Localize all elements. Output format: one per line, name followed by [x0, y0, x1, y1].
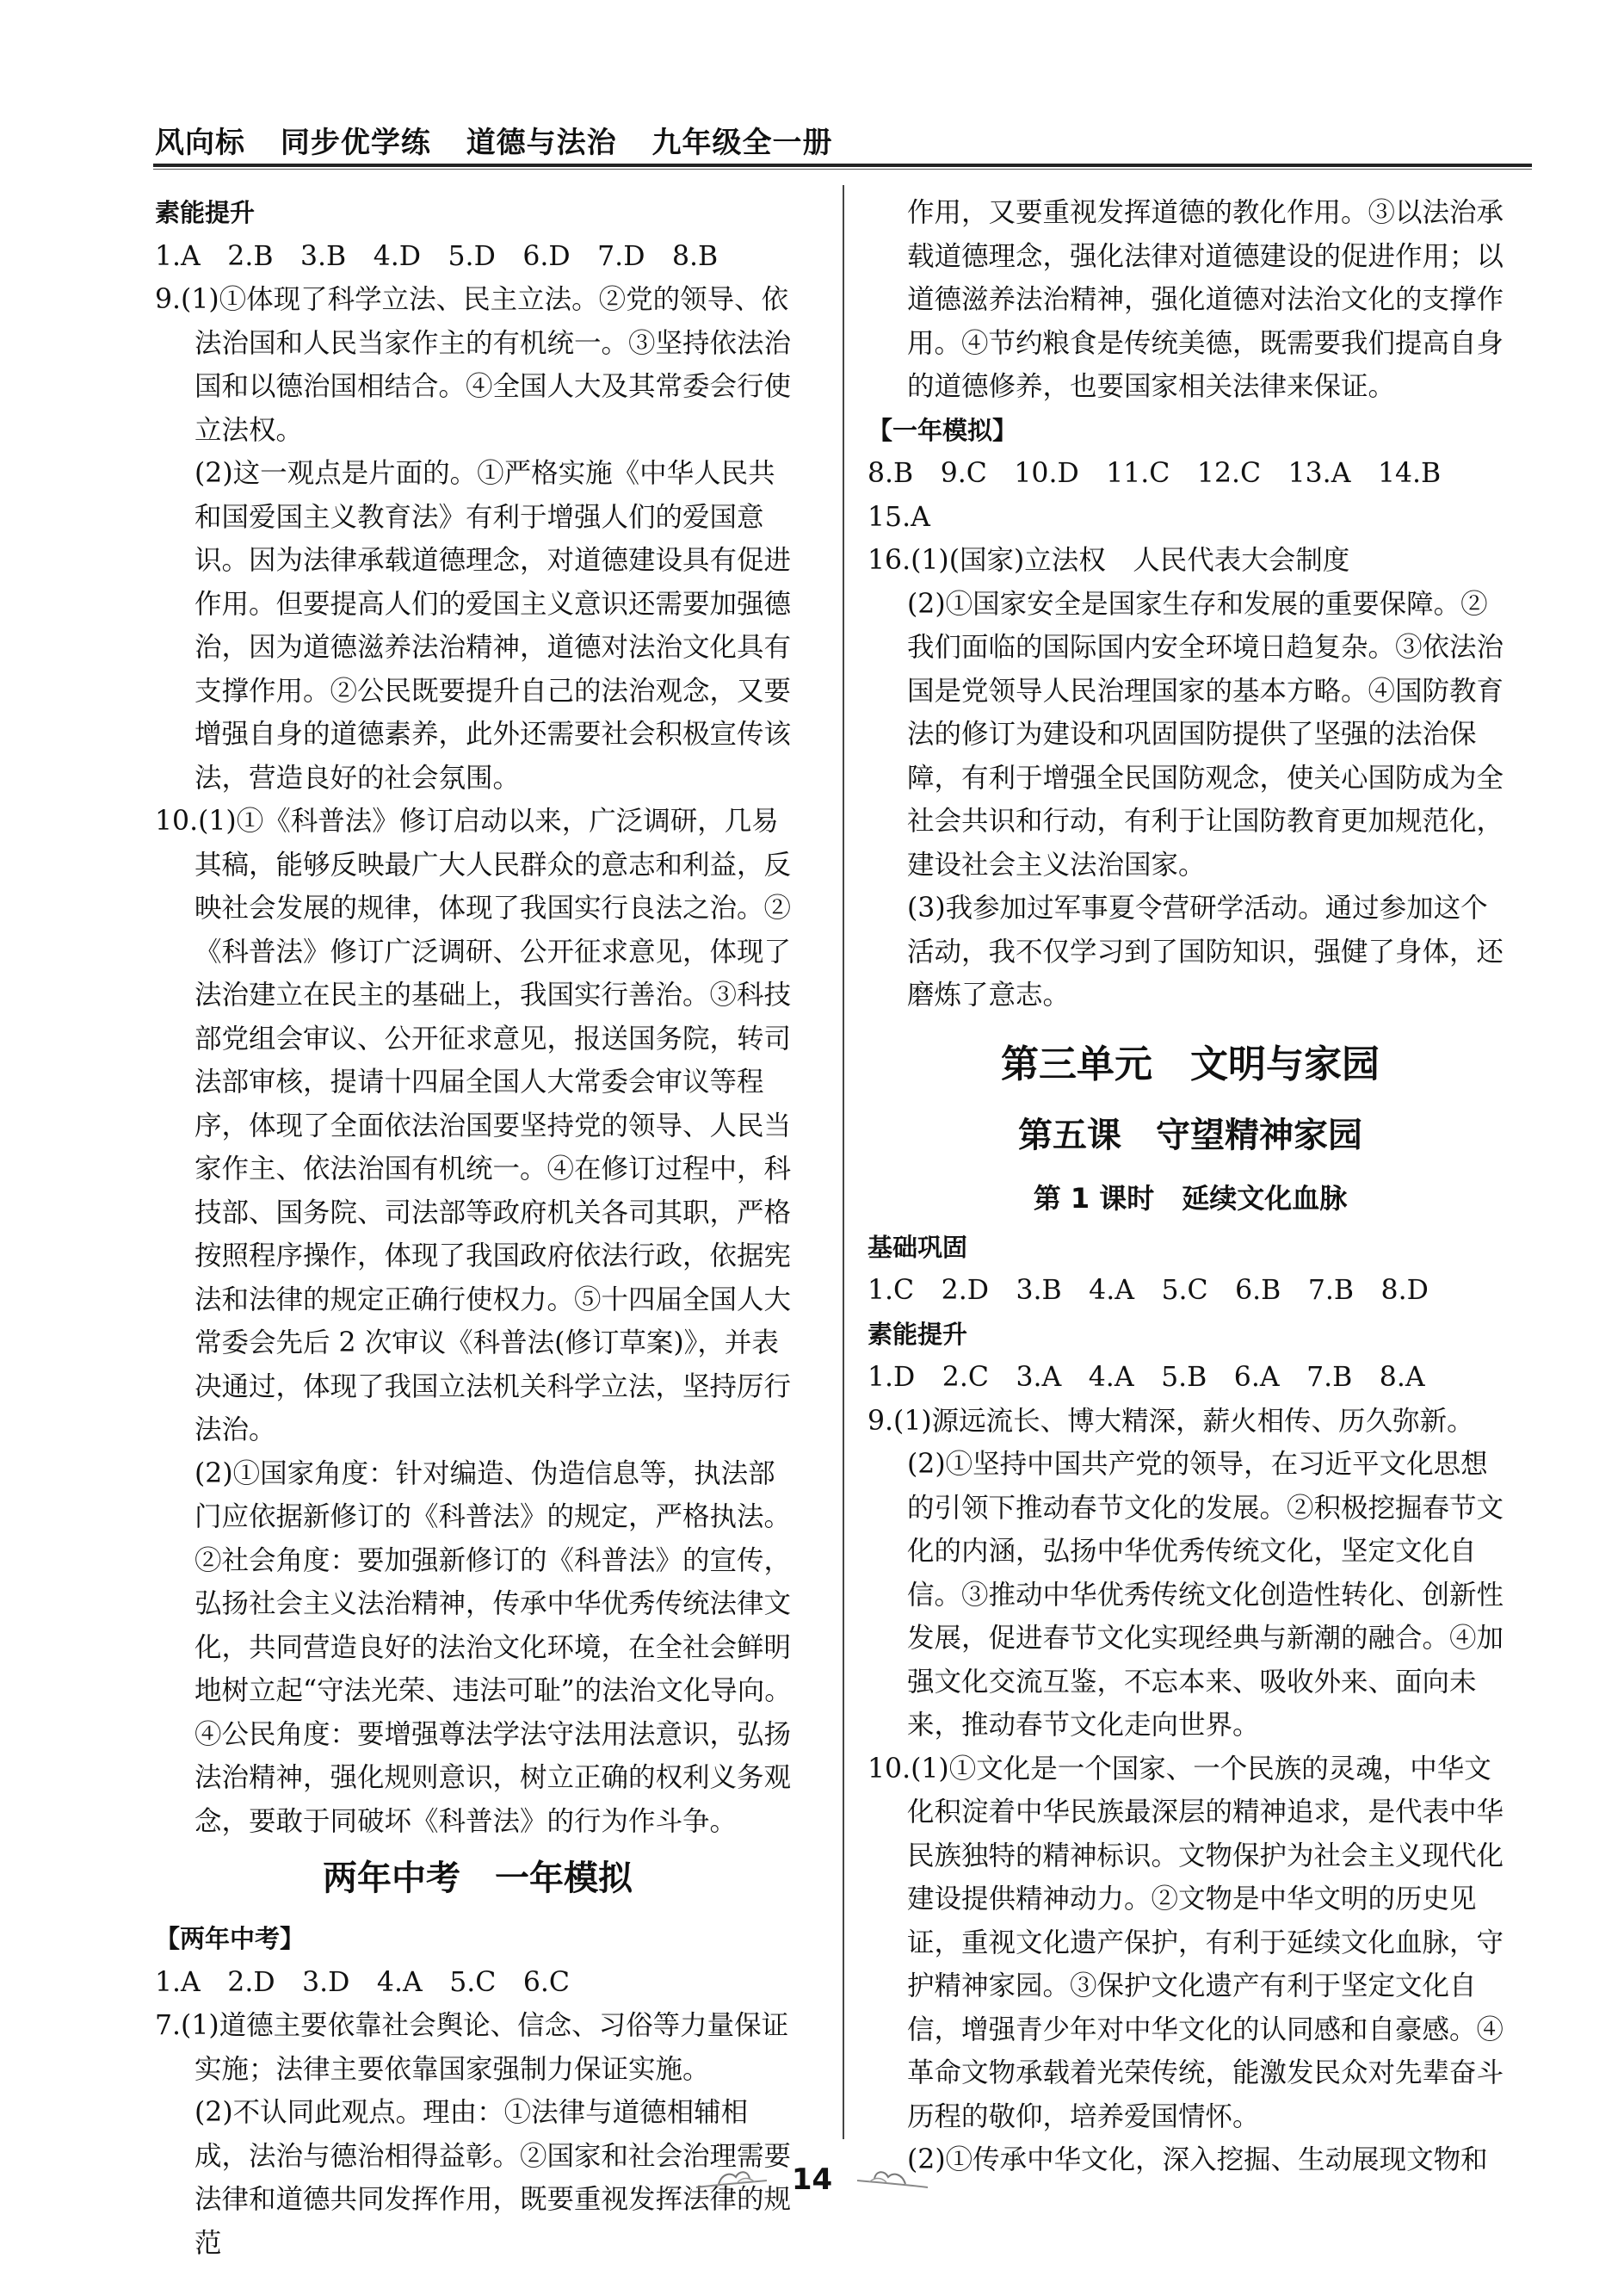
answer-line: 1.C 2.D 3.B 4.A 5.C 6.B 7.B 8.D	[868, 1275, 1429, 1306]
unit-title: 第三单元 文明与家园	[1001, 1042, 1380, 1086]
left-ornament-icon	[693, 2165, 770, 2194]
lesson-title: 第五课 守望精神家园	[1018, 1115, 1362, 1155]
answer-paragraph: 10.(1)①《科普法》修订启动以来，广泛调研，几易其稿，能够反映最广大人民群众的意志和利益，反映社会发展的规律，体现了我国实行良法之治。②《科普法》修订广泛调研、公开征求意见，体现了法治建立在民主的基础上，我国实行善治。③科技部党组会审议、公开征求意见，报送国务院，转司法部审核，提请十四届全国人大常委会审议等程序，体现了全面依法治国要坚持党的领导、人民当家作主、依法治国有机统一。④在修订过程中，科技部、国务院、司法部等政府机关各司其职，严格按照程序操作，体现了我国政府依法行政，依据宪法和法律的规定正确行使权力。⑤十四届全国人大常委会先后 2 次审议《科普法(修订草案)》，并表决通过，体现了我国立法机关科学立法，坚持厉行法治。	[155, 806, 792, 1445]
period-title: 第 1 课时 延续文化血脉	[1033, 1181, 1348, 1215]
section-heading: 基础巩固	[868, 1232, 968, 1262]
answer-paragraph: 7.(1)道德主要依靠社会舆论、信念、习俗等力量保证实施；法律主要依靠国家强制力保证实施。	[155, 2010, 789, 2085]
answer-paragraph: (2)①传承中华文化，深入挖掘、生动展现文物和	[907, 2144, 1488, 2175]
answer-paragraph: (2)①国家安全是国家生存和发展的重要保障。②我们面临的国际国内安全环境日趋复杂。③依法治国是党领导人民治理国家的基本方略。④国防教育法的修订为建设和巩固国防提供了坚强的法治保障，有利于增强全民国防观念，使关心国防成为全社会共识和行动，有利于让国防教育更加规范化，建设社会主义法治国家。	[907, 588, 1504, 881]
page-footer	[0, 2161, 1624, 2197]
section-heading: 素能提升	[155, 198, 256, 227]
answer-paragraph: (2)①国家角度：针对编造、伪造信息等，执法部门应依据新修订的《科普法》的规定，严格执法。②社会角度：要加强新修订的《科普法》的宣传，弘扬社会主义法治精神，传承中华优秀传统法律文化，共同营造良好的法治文化环境，在全社会鲜明地树立起“守法光荣、违法可耻”的法治文化导向。④公民角度：要增强尊法学法守法用法意识，弘扬法治精神，强化规则意识，树立正确的权利义务观念，要敢于同破坏《科普法》的行为作斗争。	[195, 1457, 792, 1837]
page-number: 14	[791, 2162, 833, 2197]
header-series: 同步优学练	[280, 126, 431, 160]
section-heading: 【两年中考】	[155, 1924, 306, 1953]
right-ornament-icon	[854, 2165, 931, 2194]
header-rule	[153, 164, 1532, 167]
header-subject: 道德与法治	[466, 126, 617, 160]
section-heading: 【一年模拟】	[868, 415, 1018, 445]
running-header	[155, 119, 1532, 161]
answer-line: 8.B 9.C 10.D 11.C 12.C 13.A 14.B	[868, 458, 1442, 489]
header-brand: 风向标	[155, 126, 245, 160]
answer-paragraph: 9.(1)①体现了科学立法、民主立法。②党的领导、依法治国和人民当家作主的有机统一。③坚持依法治国和以德治国相结合。④全国人大及其常委会行使立法权。	[155, 284, 792, 446]
header-grade: 九年级全一册	[651, 126, 833, 160]
section-heading: 素能提升	[868, 1319, 968, 1349]
header-rule-thin	[153, 169, 1532, 170]
left-column	[155, 191, 800, 2265]
answer-paragraph: 作用，又要重视发挥道德的教化作用。③以法治承载道德理念，强化法律对道德建设的促进作用；以道德滋养法治精神，强化道德对法治文化的支撑作用。④节约粮食是传统美德，既需要我们提高自身的道德修养，也要国家相关法律来保证。	[907, 197, 1504, 402]
answer-line: 1.A 2.B 3.B 4.D 5.D 6.D 7.D 8.B	[155, 240, 719, 272]
answer-paragraph: (3)我参加过军事夏令营研学活动。通过参加这个活动，我不仅学习到了国防知识，强健了身体，还磨炼了意志。	[907, 893, 1504, 1011]
answer-paragraph: (2)不认同此观点。理由：①法律与道德相辅相成，法治与德治相得益彰。②国家和社会治理需要法律和道德共同发挥作用，既要重视发挥法律的规范	[195, 2097, 792, 2259]
section-title: 两年中考 一年模拟	[323, 1859, 633, 1898]
column-divider	[843, 185, 844, 2139]
right-column	[868, 191, 1513, 2182]
answer-line: 1.A 2.D 3.D 4.A 5.C 6.C	[155, 1966, 571, 1998]
answer-paragraph: 16.(1)(国家)立法权 人民代表大会制度	[868, 545, 1350, 576]
answer-paragraph: (2)这一观点是片面的。①严格实施《中华人民共和国爱国主义教育法》有利于增强人们的爱国意识。因为法律承载道德理念，对道德建设具有促进作用。但要提高人们的爱国主义意识还需要加强德治，因为道德滋养法治精神，道德对法治文化具有支撑作用。②公民既要提升自己的法治观念，又要增强自身的道德素养，此外还需要社会积极宣传该法，营造良好的社会氛围。	[195, 458, 792, 794]
answer-paragraph: (2)①坚持中国共产党的领导，在习近平文化思想的引领下推动春节文化的发展。②积极挖掘春节文化的内涵，弘扬中华优秀传统文化，坚定文化自信。③推动中华优秀传统文化创造性转化、创新性发展，促进春节文化实现经典与新潮的融合。④加强文化交流互鉴，不忘本来、吸收外来、面向未来，推动春节文化走向世界。	[907, 1449, 1504, 1741]
answer-paragraph: 9.(1)源远流长、博大精深，薪火相传、历久弥新。	[868, 1405, 1474, 1437]
answer-line: 15.A	[868, 501, 930, 533]
answer-line: 1.D 2.C 3.A 4.A 5.B 6.A 7.B 8.A	[868, 1362, 1425, 1393]
answer-paragraph: 10.(1)①文化是一个国家、一个民族的灵魂，中华文化积淀着中华民族最深层的精神追求，是代表中华民族独特的精神标识。文物保护为社会主义现代化建设提供精神动力。②文物是中华文明的历史见证，重视文化遗产保护，有利于延续文化血脉，守护精神家园。③保护文化遗产有利于坚定文化自信，增强青少年对中华文化的认同感和自豪感。④革命文物承载着光荣传统，能激发民众对先辈奋斗历程的敬仰，培养爱国情怀。	[868, 1753, 1504, 2132]
